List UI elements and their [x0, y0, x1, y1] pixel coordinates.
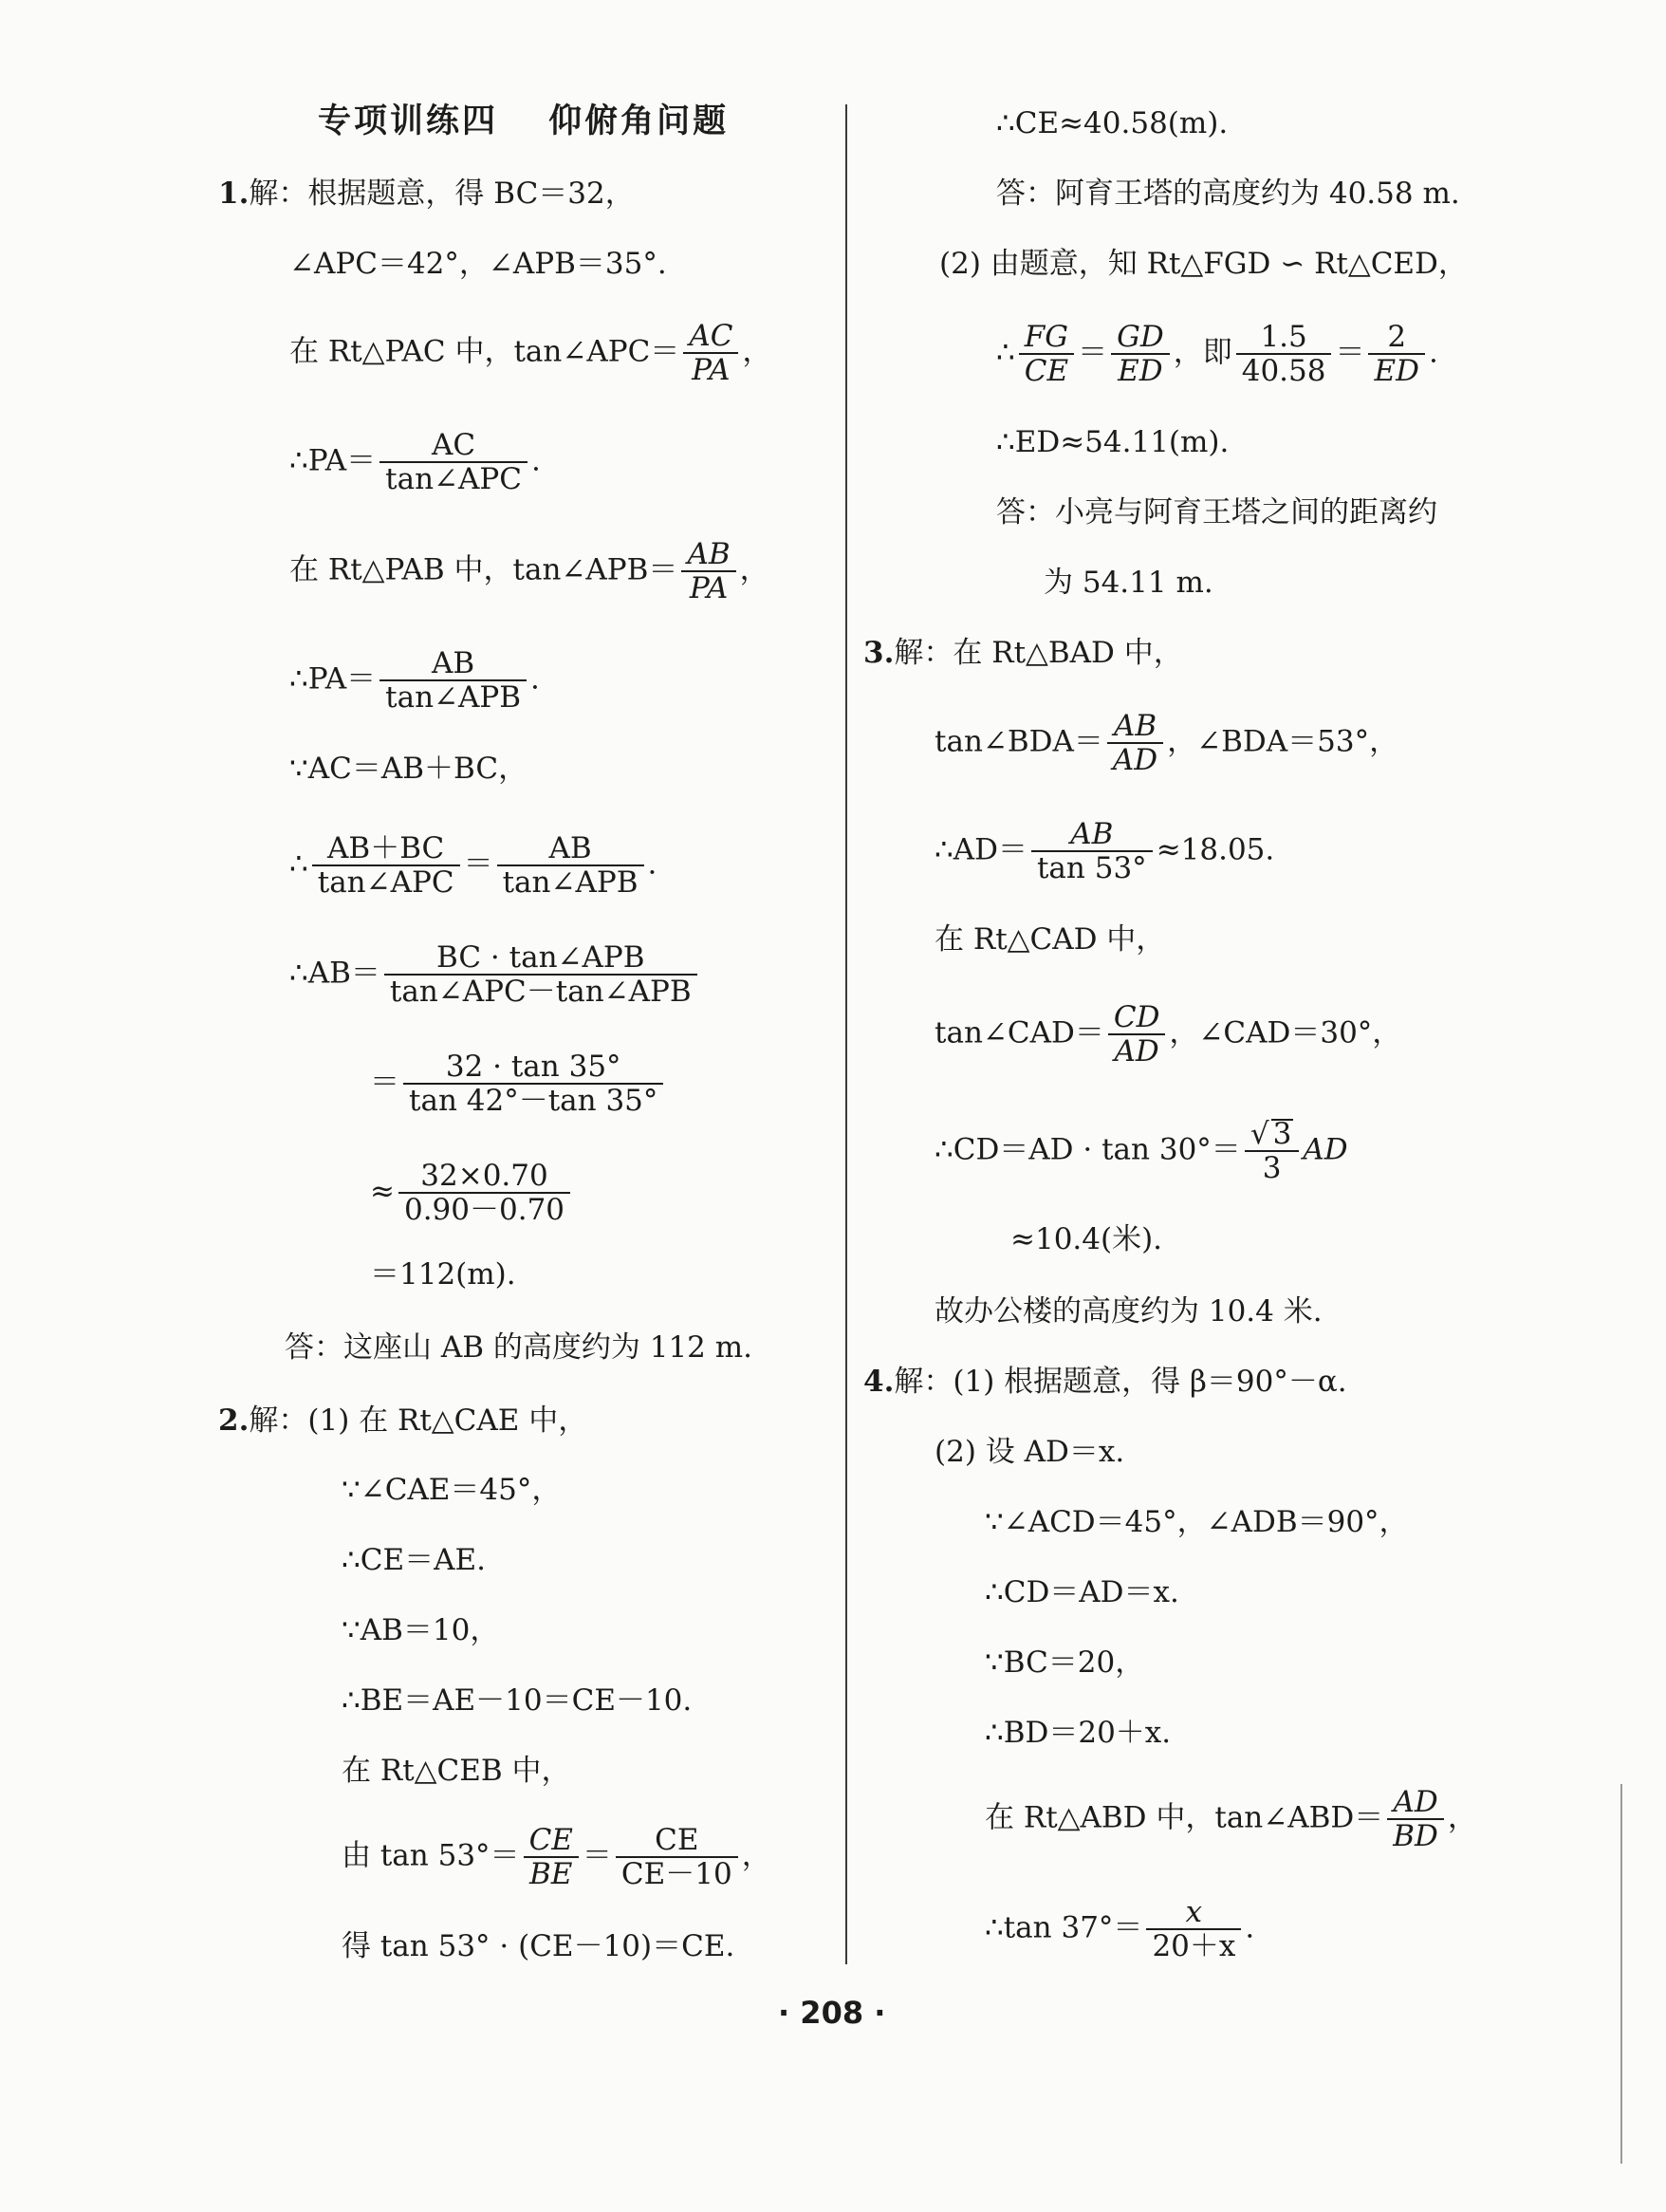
- problem-number: 2.: [218, 1403, 250, 1438]
- p1-ab-line: [289, 941, 701, 1008]
- denominator: tan 42°－tan 35°: [409, 1084, 658, 1118]
- text: ＝: [370, 1065, 399, 1100]
- p1-angles: ∠APC＝42°，∠APB＝35°.: [289, 247, 667, 281]
- text: .: [1428, 335, 1438, 370]
- radicand: 3: [1272, 1117, 1292, 1151]
- text: ＝: [1078, 335, 1108, 370]
- p4-line-5: ∴BD＝20＋x.: [985, 1716, 1172, 1750]
- denominator: CE－10: [620, 1857, 732, 1891]
- p2-line-2: ∴CE＝AE.: [342, 1543, 486, 1577]
- column-divider: [845, 104, 847, 1964]
- numerator: AB＋BC: [312, 832, 460, 866]
- fraction-1: [524, 1824, 579, 1890]
- text: 在 Rt△PAB 中，tan∠APB＝: [289, 552, 678, 587]
- text: ∴PA＝: [289, 443, 377, 478]
- fraction-3: [1236, 321, 1332, 387]
- text: 在 Rt△ABD 中，tan∠ABD＝: [985, 1800, 1384, 1835]
- text: ＝: [463, 846, 493, 882]
- denominator: tan∠APB: [385, 680, 522, 715]
- denominator: 20＋x: [1152, 1929, 1236, 1963]
- text: tan∠CAD＝: [935, 1015, 1104, 1050]
- text: ∴CD＝AD · tan 30°＝: [935, 1132, 1241, 1167]
- text: ∴: [996, 335, 1015, 370]
- text: ∴tan 37°＝: [985, 1910, 1143, 1945]
- p1-because-line: ∵AC＝AB＋BC，: [289, 752, 528, 786]
- text: ，: [742, 334, 772, 369]
- numerator: 32 · tan 35°: [403, 1050, 663, 1085]
- p4-line-7: [985, 1896, 1254, 1962]
- problem-text: 解：根据题意，得 BC＝32，: [249, 177, 635, 211]
- numerator: AB: [681, 538, 735, 572]
- denominator: tan∠APC－tan∠APB: [389, 975, 692, 1009]
- right-line-2: 答：阿育王塔的高度约为 40.58 m.: [996, 177, 1460, 211]
- text: ∴PA＝: [289, 661, 377, 697]
- fraction: [1146, 1896, 1241, 1962]
- p1-tri2-line: [289, 538, 769, 604]
- denominator: tan∠APC: [385, 462, 522, 496]
- text: tan∠BDA＝: [935, 724, 1103, 759]
- fraction-4: [1368, 321, 1424, 387]
- fraction: [1031, 818, 1153, 884]
- fraction: [681, 538, 735, 604]
- problem-1-header: [218, 175, 635, 213]
- numerator: BC · tan∠APB: [384, 941, 697, 976]
- denominator: PA: [692, 353, 731, 387]
- fraction-1: [1019, 321, 1074, 387]
- numerator: x: [1146, 1896, 1241, 1930]
- right-line-7: 为 54.11 m.: [1044, 566, 1213, 600]
- text: ＝: [1335, 335, 1365, 370]
- denominator: 40.58: [1241, 354, 1326, 388]
- p1-equation-line: [289, 832, 657, 899]
- fraction: [384, 941, 697, 1008]
- text: ≈: [370, 1174, 395, 1209]
- fraction: [1387, 1786, 1444, 1852]
- denominator: ED: [1374, 354, 1419, 388]
- p3-line-1: [935, 710, 1398, 776]
- right-line-4: [996, 321, 1438, 387]
- numerator: CE: [616, 1824, 738, 1858]
- denominator: CE: [1024, 354, 1069, 388]
- numerator: AC: [683, 320, 738, 354]
- numerator: AB: [1107, 710, 1163, 744]
- text: .: [530, 443, 541, 478]
- text: ，∠BDA＝53°，: [1167, 724, 1399, 759]
- text: .: [1245, 1910, 1255, 1945]
- text: ∴: [289, 846, 308, 882]
- text: 由 tan 53°＝: [342, 1838, 520, 1873]
- denominator: 3: [1262, 1151, 1282, 1185]
- p3-line-6: ≈10.4(米).: [1010, 1222, 1163, 1256]
- numerator: 32×0.70: [398, 1160, 570, 1194]
- text: ∴AB＝: [289, 956, 380, 991]
- denominator: tan 53°: [1036, 851, 1147, 885]
- p4-line-1: (2) 设 AD＝x.: [935, 1435, 1125, 1469]
- fraction: [1245, 1118, 1300, 1184]
- p1-tri1-line: [289, 320, 771, 386]
- p3-line-5: [935, 1118, 1348, 1184]
- numerator: CE: [524, 1824, 579, 1858]
- numerator: AC: [379, 429, 528, 463]
- denominator: tan∠APB: [502, 865, 639, 900]
- p3-answer: 故办公楼的高度约为 10.4 米.: [935, 1294, 1323, 1329]
- numerator: FG: [1019, 321, 1074, 355]
- p4-line-2: ∵∠ACD＝45°，∠ADB＝90°，: [985, 1505, 1409, 1539]
- numerator: 2: [1368, 321, 1424, 355]
- p2-line-4: ∴BE＝AE－10＝CE－10.: [342, 1683, 693, 1718]
- p2-line-1: ∵∠CAE＝45°，: [342, 1473, 562, 1507]
- p2-line-7: 得 tan 53° · (CE－10)＝CE.: [342, 1929, 735, 1963]
- text: ，: [1447, 1800, 1477, 1835]
- text: .: [530, 661, 540, 697]
- fraction: [683, 320, 738, 386]
- page-edge-line: [1620, 1784, 1622, 2164]
- p1-answer: 答：这座山 AB 的高度约为 112 m.: [285, 1330, 753, 1365]
- p3-line-2: [935, 818, 1274, 884]
- text: ＝: [582, 1838, 612, 1873]
- denominator: 0.90－0.70: [403, 1193, 565, 1227]
- text: AD: [1303, 1132, 1348, 1167]
- problem-4-header: [863, 1363, 1347, 1401]
- right-line-3: (2) 由题意，知 Rt△FGD ∽ Rt△CED，: [939, 247, 1468, 281]
- p1-step3-line: [370, 1160, 574, 1226]
- p4-line-6: [985, 1786, 1477, 1852]
- fraction-left: [312, 832, 460, 899]
- text: 在 Rt△PAC 中，tan∠APC＝: [289, 334, 680, 369]
- page-number: · 208 ·: [778, 1995, 886, 2031]
- fraction-2: [616, 1824, 738, 1890]
- fraction: [1108, 1001, 1166, 1068]
- denominator: PA: [689, 571, 729, 605]
- problem-text: 解：(1) 在 Rt△CAE 中，: [249, 1403, 588, 1438]
- text: ，∠CAD＝30°，: [1169, 1015, 1402, 1050]
- fraction-2: [1111, 321, 1170, 387]
- numerator: 1.5: [1236, 321, 1332, 355]
- p3-line-4: [935, 1001, 1401, 1068]
- numerator: CD: [1108, 1001, 1166, 1035]
- denominator: BD: [1393, 1819, 1438, 1853]
- numerator: AB: [497, 832, 644, 866]
- numerator: GD: [1111, 321, 1170, 355]
- problem-text: 解：(1) 根据题意，得 β＝90°－α.: [894, 1365, 1347, 1399]
- text: ，: [741, 1838, 771, 1873]
- right-line-6: 答：小亮与阿育王塔之间的距离约: [996, 495, 1437, 530]
- p4-line-3: ∴CD＝AD＝x.: [985, 1575, 1179, 1609]
- p1-step2-line: [370, 1050, 667, 1117]
- denominator: tan∠APC: [317, 865, 454, 900]
- fraction: [1107, 710, 1163, 776]
- numerator: AB: [1031, 818, 1153, 852]
- text: ≈18.05.: [1156, 832, 1275, 867]
- p1-step4-line: ＝112(m).: [370, 1257, 516, 1292]
- problem-number: 3.: [863, 636, 895, 670]
- fraction: [398, 1160, 570, 1226]
- text: .: [647, 846, 657, 882]
- text: ∴AD＝: [935, 832, 1027, 867]
- problem-number: 1.: [218, 177, 250, 211]
- right-line-1: ∴CE≈40.58(m).: [996, 106, 1229, 140]
- right-line-5: ∴ED≈54.11(m).: [996, 425, 1230, 459]
- problem-3-header: [863, 634, 1183, 672]
- fraction: [379, 647, 527, 714]
- fraction: [403, 1050, 663, 1117]
- denominator: AD: [1112, 743, 1158, 777]
- problem-number: 4.: [863, 1365, 895, 1399]
- text: ，即: [1173, 335, 1232, 370]
- p2-line-3: ∵AB＝10，: [342, 1613, 500, 1647]
- denominator: ED: [1118, 354, 1163, 388]
- numerator: AB: [379, 647, 527, 681]
- page-title: 专项训练四 仰俯角问题: [318, 102, 730, 140]
- p1-pa2-line: [289, 647, 540, 714]
- p1-pa1-line: [289, 429, 541, 495]
- text: ，: [739, 552, 769, 587]
- denominator: AD: [1114, 1034, 1159, 1069]
- denominator: BE: [529, 1857, 573, 1891]
- p2-line-6: [342, 1824, 771, 1890]
- fraction: [379, 429, 528, 495]
- fraction-right: [497, 832, 644, 899]
- problem-text: 解：在 Rt△BAD 中，: [894, 636, 1183, 670]
- p3-line-3: 在 Rt△CAD 中，: [935, 922, 1166, 957]
- numerator: √ 3: [1245, 1118, 1300, 1152]
- p4-line-4: ∵BC＝20，: [985, 1645, 1145, 1680]
- p2-line-5: 在 Rt△CEB 中，: [342, 1754, 571, 1788]
- numerator: AD: [1387, 1786, 1444, 1820]
- problem-2-header: [218, 1402, 587, 1440]
